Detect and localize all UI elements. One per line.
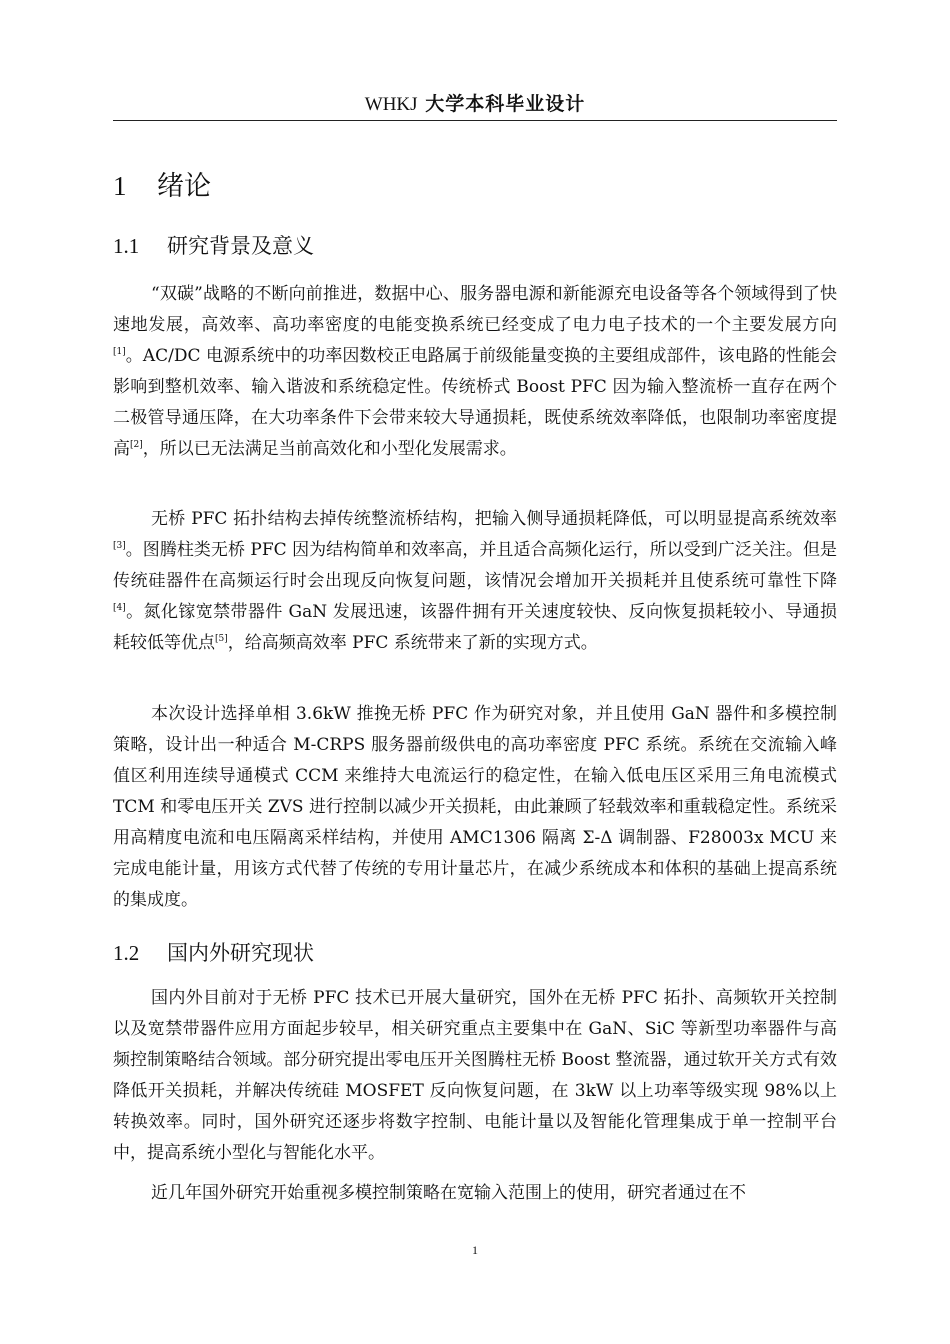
chapter-title: 绪论: [157, 171, 211, 202]
header-title: 大学本科毕业设计: [425, 93, 586, 115]
paragraph-text: ，给高频高效率 PFC 系统带来了新的实现方式。: [227, 633, 598, 653]
page-header: [113, 91, 837, 118]
header-prefix: WHKJ: [364, 94, 418, 115]
section-number: 1.2: [113, 941, 140, 965]
paragraph: 本次设计选择单相 3.6kW 推挽无桥 PFC 作为研究对象，并且使用 GaN 器件和多模控制策略，设计出一种适合 M-CRPS 服务器前级供电的高功率密度 PFC 系统。系统在交流输入峰值区利用连续导通模式 CCM 来维持大电流运行的稳定性，在输入低电压区采用三角电流模式 TCM 和零电压开关 ZVS 进行控制以减少开关损耗，由此兼顾了轻载效率和重载稳定性。系统采用高精度电流和电压隔离采样结构，并使用 AMC1306 隔离 Σ-Δ 调制器、F28003x MCU 来完成电能计量，用该方式代替了传统的专用计量芯片，在减少系统成本和体积的基础上提高系统的集成度。: [113, 704, 837, 910]
paragraph: 国内外目前对于无桥 PFC 技术已开展大量研究，国外在无桥 PFC 拓扑、高频软开关控制以及宽禁带器件应用方面起步较早，相关研究重点主要集中在 GaN、SiC 等新型功率器件与高频控制策略结合领域。部分研究提出零电压开关图腾柱无桥 Boost 整流器，通过软开关方式有效降低开关损耗，并解决传统硅 MOSFET 反向恢复问题，在 3kW 以上功率等级实现 98%以上转换效率。同时，国外研究还逐步将数字控制、电能计量以及智能化管理集成于单一控制平台中，提高系统小型化与智能化水平。: [113, 988, 837, 1163]
paragraph: [113, 504, 837, 659]
paragraph-text: ，所以已无法满足当前高效化和小型化发展需求。: [142, 439, 517, 459]
paragraph-text: 。AC/DC 电源系统中的功率因数校正电路属于前级能量变换的主要组成部件，该电路的性能会影响到整机效率、输入谐波和系统稳定性。传统桥式 Boost PFC 因为输入整流桥一直存在两个二极管导通压降，在大功率条件下会带来较大导通损耗，既使系统效率降低，也限制功率密度提高: [113, 346, 837, 459]
section-heading-1-2: [113, 938, 314, 968]
chapter-heading: [113, 168, 211, 205]
section-title: 国内外研究现状: [167, 941, 314, 965]
citation-ref: [3]: [113, 541, 126, 551]
section-heading-1-1: [113, 231, 314, 261]
paragraph-text: 。图腾柱类无桥 PFC 因为结构简单和效率高，并且适合高频化运行，所以受到广泛关注。但是传统硅器件在高频运行时会出现反向恢复问题，该情况会增加开关损耗并且使系统可靠性下降: [113, 540, 837, 591]
section-title: 研究背景及意义: [167, 234, 314, 258]
section-number: 1.1: [113, 234, 140, 258]
citation-ref: [4]: [113, 603, 126, 613]
citation-ref: [1]: [113, 347, 126, 357]
header-rule: [113, 120, 837, 121]
paragraph-text: “双碳”战略的不断向前推进，数据中心、服务器电源和新能源充电设备等各个领域得到了快速地发展，高效率、高功率密度的电能变换系统已经变成了电力电子技术的一个主要发展方向: [113, 284, 837, 335]
chapter-number: 1: [113, 171, 127, 201]
citation-ref: [5]: [215, 634, 228, 644]
page-number: 1: [472, 1243, 478, 1257]
paragraph: 近几年国外研究开始重视多模控制策略在宽输入范围上的使用，研究者通过在不: [151, 1183, 746, 1203]
paragraph-text: 。氮化镓宽禁带器件 GaN 发展迅速，该器件拥有开关速度较快、反向恢复损耗较小、导通损耗较低等优点: [113, 602, 837, 653]
paragraph-text: 无桥 PFC 拓扑结构去掉传统整流桥结构，把输入侧导通损耗降低，可以明显提高系统效率: [151, 509, 837, 529]
paragraph: [113, 279, 837, 465]
citation-ref: [2]: [130, 440, 143, 450]
